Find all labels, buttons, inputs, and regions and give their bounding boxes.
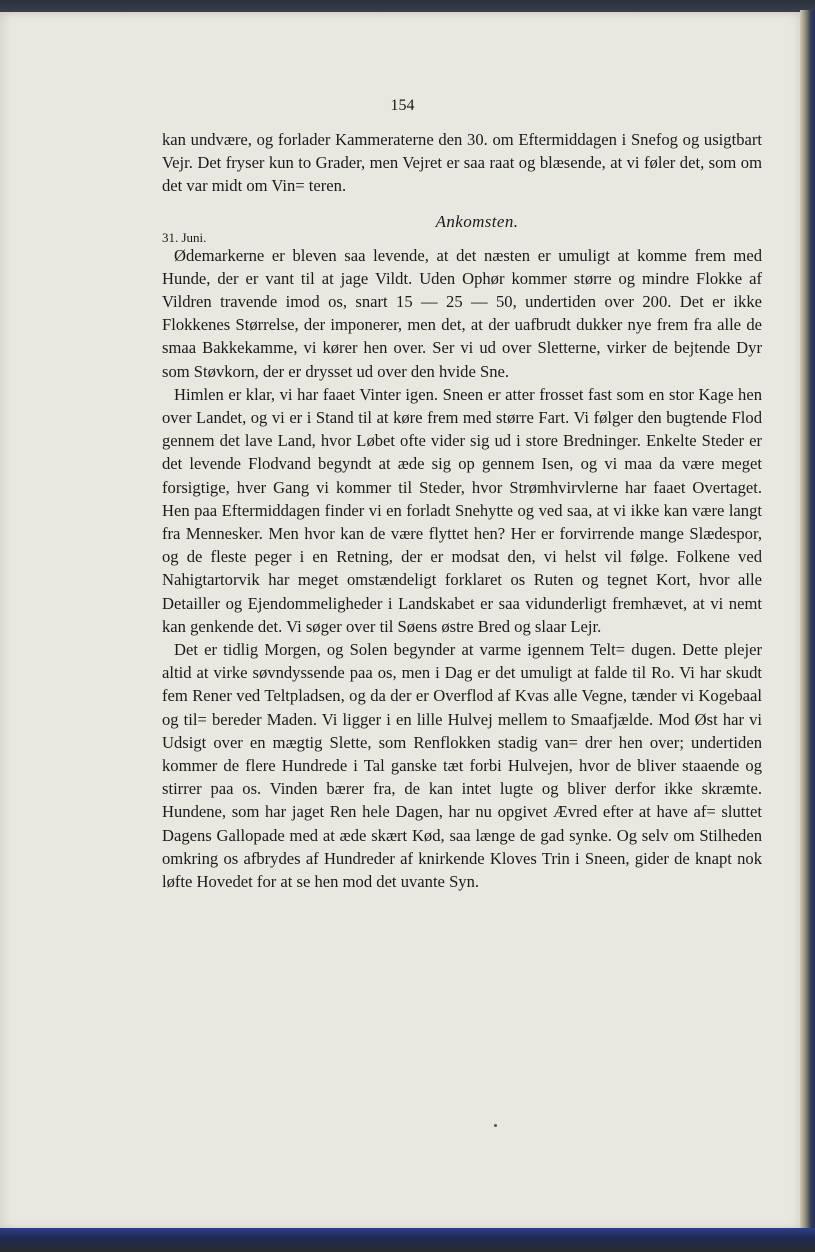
paragraph-3: Himlen er klar, vi har faaet Vinter igen. Sneen er atter frosset fast som en stor Kage hen over Landet, og vi er i Stand til at køre frem med større Fart. Vi følger den bugtende Flod gennem det lave Land, hvor Løbet ofte vider sig ud i store Bredninger. Enkelte Steder er det levende Flodvand begyndt at æde sig op gennem Isen, og vi maa da være meget forsigtige, hver Gang vi kommer til Steder, hvor Strømhvirvlerne har faaet Overtaget. Hen paa Eftermiddagen finder vi en forladt Snehytte og ved saa, at vi ikke kan være langt fra Mennesker. Men hvor kan de være flyttet hen? Her er forvirrende mange Slædespor, og de fleste peger i en Retning, der er modsat den, vi helst vil følge. Folkene ved Nahigtartorvik har meget omstændeligt forklaret os Ruten og tegnet Kort, hvor alle Detailler og Ejendommeligheder i Landskabet er saa vidunderligt fremhævet, at vi nemt kan genkende det. Vi søger over til Søens østre Bred og slaar Lejr.: [162, 384, 762, 636]
paragraph-1: kan undvære, og forlader Kammeraterne den 30. om Eftermiddagen i Snefog og usigtbart Vejr. Det fryser kun to Grader, men Vejret er saa raat og blæsende, at vi føler det, som om det var midt om Vin= teren.: [162, 130, 762, 196]
section-heading-block: [162, 210, 762, 244]
book-page: [0, 12, 805, 1230]
section-heading: Ankomsten.: [435, 211, 519, 231]
paragraph-2: Ødemarkerne er bleven saa levende, at det næsten er umuligt at komme frem med Hunde, der er vant til at jage Vildt. Uden Ophør kommer større og mindre Flokke af Vildren travende imod os, snart 15 — 25 — 50, undertiden over 200. Det er ikke Flokkenes Størrelse, der imponerer, men det, at der uafbrudt dukker nye frem fra alle de smaa Bakkekamme, vi kører hen over. Ser vi ud over Sletterne, virker de bejtende Dyr som Støvkorn, der er drysset ud over den hvide Sne.: [162, 245, 762, 381]
book-bottom-edge: [0, 1228, 815, 1252]
book-spine-edge: [800, 10, 815, 1232]
page-text: [162, 128, 762, 893]
entry-date: 31. Juni.: [162, 229, 207, 245]
ink-dot: [494, 1124, 497, 1127]
paragraph-4: Det er tidlig Morgen, og Solen begynder at varme igennem Telt= dugen. Dette plejer altid at virke søvndyssende paa os, men i Dag er det umuligt at falde til Ro. Vi har skudt fem Rener ved Teltpladsen, og da der er Overflod af Kvas alle Vegne, tænder vi Kogebaal og til= bereder Maden. Vi ligger i en lille Hulvej mellem to Smaafjælde. Mod Øst har vi Udsigt over en mægtig Slette, som Renflokken stadig van= drer hen over; undertiden kommer de flere Hundrede i Tal ganske tæt forbi Hulvejen, hvor de bliver staaende og stirrer paa os. Vinden bærer fra, de kan intet lugte og bliver derfor ikke skræmte. Hundene, som har jaget Ren hele Dagen, har nu opgivet Ævred efter at have af= sluttet Dagens Gallopade med at æde skært Kød, saa længe de gad synke. Og selv om Stilheden omkring os afbrydes af Hundreder af knirkende Kloves Trin i Sneen, gider de knapt nok løfte Hovedet for at se hen mod det uvante Syn.: [162, 640, 762, 892]
page-number: 154: [390, 97, 415, 114]
